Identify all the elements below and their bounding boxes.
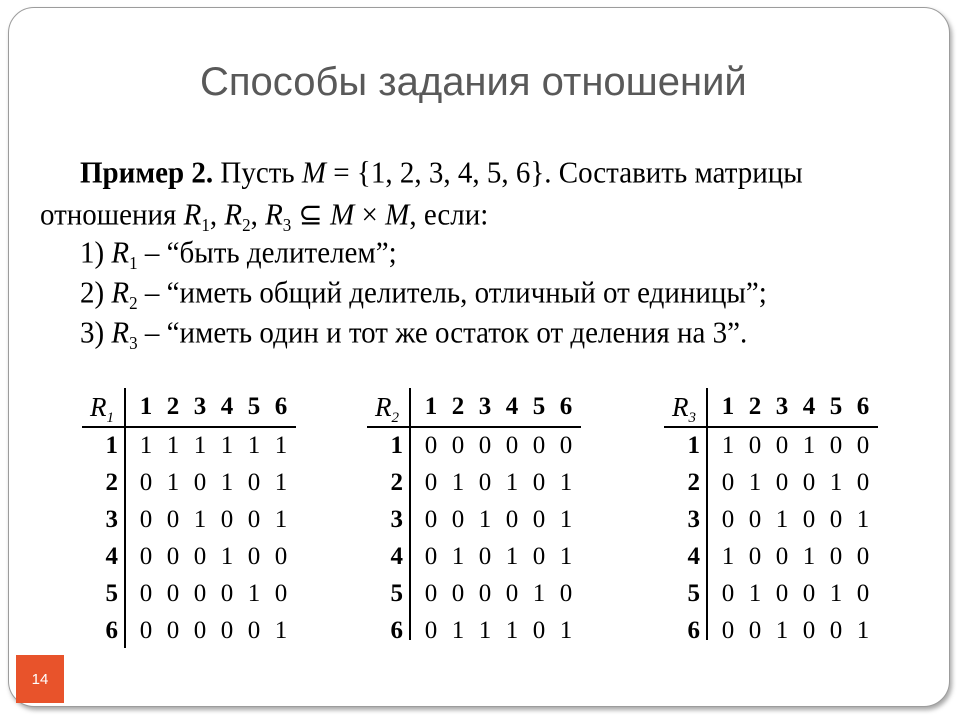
- matrix-cell: 0: [139, 617, 153, 644]
- matrix-cell: 0: [802, 469, 816, 496]
- row-header: 2: [105, 469, 118, 496]
- matrix-cell: 1: [559, 469, 573, 496]
- matrix-cell: 1: [802, 432, 816, 459]
- matrix-cell: 1: [559, 617, 573, 644]
- matrix-cell: 1: [247, 432, 261, 459]
- item-1: [80, 236, 397, 274]
- matrix-cell: 0: [451, 432, 465, 459]
- matrix-cell: 1: [505, 617, 519, 644]
- relation-symbol: R: [111, 236, 130, 270]
- column-header: 3: [478, 393, 492, 420]
- matrix-cell: 1: [829, 469, 843, 496]
- matrix-cell: 0: [220, 617, 234, 644]
- matrix-cell: 1: [193, 432, 207, 459]
- matrix-cell: 0: [505, 506, 519, 533]
- matrix-cell: 1: [748, 580, 762, 607]
- matrix-cell: 0: [424, 432, 438, 459]
- column-header: 6: [274, 393, 288, 420]
- matrix-cell: 1: [220, 543, 234, 570]
- set-variable: M: [301, 156, 327, 190]
- relation-symbol: R: [90, 392, 107, 422]
- matrix-cell: 1: [505, 469, 519, 496]
- row-header: 5: [687, 580, 700, 607]
- matrix-cell: 0: [559, 580, 573, 607]
- matrix-cell: 0: [532, 543, 546, 570]
- matrix-cell: 0: [748, 617, 762, 644]
- row-header: 2: [687, 469, 700, 496]
- set-variable: M: [385, 198, 410, 233]
- matrix-cell: 0: [424, 506, 438, 533]
- matrix-cell: 0: [721, 469, 735, 496]
- column-header: 6: [559, 393, 573, 420]
- column-header: 1: [139, 393, 153, 420]
- matrix-cell: 0: [829, 617, 843, 644]
- subscript: 1: [201, 215, 210, 236]
- matrix-cell: 0: [829, 506, 843, 533]
- column-header: 2: [451, 393, 465, 420]
- matrix-cell: 0: [424, 469, 438, 496]
- row-header: 4: [390, 543, 403, 570]
- matrix-cell: 1: [274, 469, 288, 496]
- row-header: 6: [687, 617, 700, 644]
- row-header: 4: [687, 543, 700, 570]
- matrix-cell: 1: [139, 432, 153, 459]
- column-header: 4: [802, 393, 816, 420]
- item-number: 3): [80, 316, 112, 350]
- matrix-cell: 0: [721, 617, 735, 644]
- matrix-cell: 0: [166, 617, 180, 644]
- row-header: 1: [687, 432, 700, 459]
- column-header: 1: [424, 393, 438, 420]
- column-header: 4: [220, 393, 234, 420]
- matrix-cell: 1: [451, 543, 465, 570]
- page-number-badge: 14: [16, 655, 64, 703]
- page-title: Способы задания отношений: [200, 60, 747, 104]
- subscript: 2: [129, 292, 138, 314]
- relation-symbol: R: [375, 392, 392, 422]
- example-line-1: [80, 156, 803, 191]
- horizontal-divider: [367, 426, 581, 428]
- row-header: 3: [687, 506, 700, 533]
- column-header: 5: [247, 393, 261, 420]
- column-header: 2: [166, 393, 180, 420]
- matrix-cell: 1: [856, 617, 870, 644]
- matrix-cell: 0: [721, 580, 735, 607]
- matrix-cell: 0: [274, 543, 288, 570]
- matrix-cell: 0: [559, 432, 573, 459]
- set-variable: M: [330, 198, 355, 233]
- matrix-cell: 0: [505, 432, 519, 459]
- matrix-cell: 1: [559, 543, 573, 570]
- row-header: 4: [105, 543, 118, 570]
- matrix-cell: 0: [193, 580, 207, 607]
- row-header: 1: [390, 432, 403, 459]
- matrix-cell: 1: [829, 580, 843, 607]
- matrix-cell: 0: [193, 617, 207, 644]
- matrix-cell: 0: [220, 580, 234, 607]
- column-header: 5: [532, 393, 546, 420]
- matrix-cell: 1: [220, 469, 234, 496]
- row-header: 6: [390, 617, 403, 644]
- matrix-cell: 1: [274, 617, 288, 644]
- matrix-cell: 1: [166, 432, 180, 459]
- matrix-cell: 0: [139, 469, 153, 496]
- matrix-cell: 0: [247, 506, 261, 533]
- row-header: 5: [105, 580, 118, 607]
- matrix-cell: 1: [274, 432, 288, 459]
- horizontal-divider: [664, 426, 878, 428]
- matrix-cell: 0: [424, 617, 438, 644]
- matrix-cell: 0: [748, 543, 762, 570]
- horizontal-divider: [82, 426, 296, 428]
- row-header: 2: [390, 469, 403, 496]
- matrix-cell: 0: [451, 506, 465, 533]
- row-header: 5: [390, 580, 403, 607]
- matrix-label: [90, 392, 114, 427]
- cross-symbol: ×: [354, 198, 386, 233]
- subscript: 1: [106, 410, 114, 426]
- subscript: 1: [129, 252, 138, 274]
- matrix-cell: 0: [451, 580, 465, 607]
- matrix-cell: 0: [532, 432, 546, 459]
- matrix-cell: 0: [802, 506, 816, 533]
- matrix-cell: 1: [274, 506, 288, 533]
- subscript: 2: [242, 215, 251, 236]
- item-number: 1): [80, 236, 112, 270]
- item-text: – “иметь общий делитель, отличный от единицы”;: [137, 276, 767, 310]
- subscript: 3: [282, 215, 292, 236]
- matrix-cell: 0: [274, 580, 288, 607]
- matrix-cell: 0: [748, 506, 762, 533]
- relation-symbol: R: [111, 276, 130, 310]
- text-fragment: ,: [250, 198, 266, 233]
- matrix-cell: 0: [856, 432, 870, 459]
- item-2: [80, 276, 767, 314]
- matrix-cell: 0: [802, 580, 816, 607]
- example-label: Пример 2.: [80, 156, 214, 190]
- example-text: Пусть: [213, 156, 302, 190]
- matrix-cell: 0: [424, 543, 438, 570]
- matrix-cell: 1: [856, 506, 870, 533]
- matrix-cell: 0: [775, 469, 789, 496]
- set-definition: = {1, 2, 3, 4, 5, 6}. Составить матрицы: [326, 156, 803, 190]
- matrix-cell: 0: [193, 543, 207, 570]
- text-fragment: , если:: [409, 198, 489, 233]
- column-header: 5: [829, 393, 843, 420]
- matrix-cell: 1: [721, 543, 735, 570]
- matrix-cell: 1: [193, 506, 207, 533]
- matrix-cell: 0: [478, 580, 492, 607]
- column-header: 2: [748, 393, 762, 420]
- matrix-cell: 0: [193, 469, 207, 496]
- item-3: [80, 316, 747, 354]
- matrix-cell: 1: [451, 469, 465, 496]
- item-number: 2): [80, 276, 112, 310]
- matrix-cell: 0: [829, 432, 843, 459]
- text-fragment: ,: [209, 198, 225, 233]
- relation-symbol: R: [672, 392, 689, 422]
- matrix-cell: 0: [139, 506, 153, 533]
- matrix-cell: 0: [802, 617, 816, 644]
- column-header: 3: [193, 393, 207, 420]
- matrix-cell: 0: [532, 469, 546, 496]
- row-header: 3: [390, 506, 403, 533]
- matrix-cell: 0: [478, 543, 492, 570]
- matrix-cell: 0: [166, 580, 180, 607]
- matrix-cell: 0: [247, 543, 261, 570]
- matrix-cell: 0: [505, 580, 519, 607]
- row-header: 6: [105, 617, 118, 644]
- column-header: 1: [721, 393, 735, 420]
- matrix-label: [375, 392, 399, 427]
- matrix-cell: 1: [166, 469, 180, 496]
- column-header: 6: [856, 393, 870, 420]
- matrix-cell: 0: [166, 506, 180, 533]
- subscript: 2: [391, 410, 399, 426]
- matrix-cell: 1: [505, 543, 519, 570]
- item-text: – “иметь один и тот же остаток от деления на 3”.: [137, 316, 748, 350]
- matrix-cell: 0: [247, 617, 261, 644]
- row-header: 1: [105, 432, 118, 459]
- item-text: – “быть делителем”;: [137, 236, 397, 270]
- subset-symbol: ⊆: [291, 198, 331, 233]
- matrix-cell: 1: [247, 580, 261, 607]
- subscript: 3: [688, 410, 696, 426]
- matrix-cell: 0: [532, 617, 546, 644]
- matrix-cell: 0: [775, 580, 789, 607]
- row-header: 3: [105, 506, 118, 533]
- matrix-cell: 1: [775, 617, 789, 644]
- matrix-cell: 0: [139, 580, 153, 607]
- matrix-cell: 1: [748, 469, 762, 496]
- matrix-cell: 1: [802, 543, 816, 570]
- matrix-cell: 0: [748, 432, 762, 459]
- matrix-cell: 0: [532, 506, 546, 533]
- relation-symbol: R: [111, 316, 130, 350]
- relation-symbol: R: [265, 198, 283, 233]
- matrix-cell: 1: [451, 617, 465, 644]
- matrix-cell: 0: [247, 469, 261, 496]
- matrix-cell: 0: [139, 543, 153, 570]
- matrix-cell: 0: [775, 432, 789, 459]
- matrix-cell: 0: [829, 543, 843, 570]
- matrix-cell: 0: [856, 580, 870, 607]
- matrix-cell: 1: [559, 506, 573, 533]
- matrix-cell: 0: [166, 543, 180, 570]
- matrix-cell: 0: [220, 506, 234, 533]
- matrix-cell: 0: [478, 432, 492, 459]
- column-header: 4: [505, 393, 519, 420]
- matrix-cell: 1: [775, 506, 789, 533]
- matrix-cell: 1: [532, 580, 546, 607]
- matrix-cell: 1: [721, 432, 735, 459]
- example-line-2: [40, 196, 488, 236]
- matrix-label: [672, 392, 696, 427]
- text-fragment: отношения: [40, 198, 184, 233]
- matrix-cell: 0: [721, 506, 735, 533]
- matrix-cell: 1: [478, 506, 492, 533]
- matrix-cell: 0: [856, 543, 870, 570]
- matrix-cell: 0: [478, 469, 492, 496]
- relation-symbol: R: [183, 198, 202, 233]
- relation-symbol: R: [224, 198, 243, 233]
- matrix-cell: 1: [220, 432, 234, 459]
- matrix-cell: 1: [478, 617, 492, 644]
- matrix-cell: 0: [775, 543, 789, 570]
- subscript: 3: [129, 332, 138, 354]
- matrix-cell: 0: [856, 469, 870, 496]
- column-header: 3: [775, 393, 789, 420]
- matrix-cell: 0: [424, 580, 438, 607]
